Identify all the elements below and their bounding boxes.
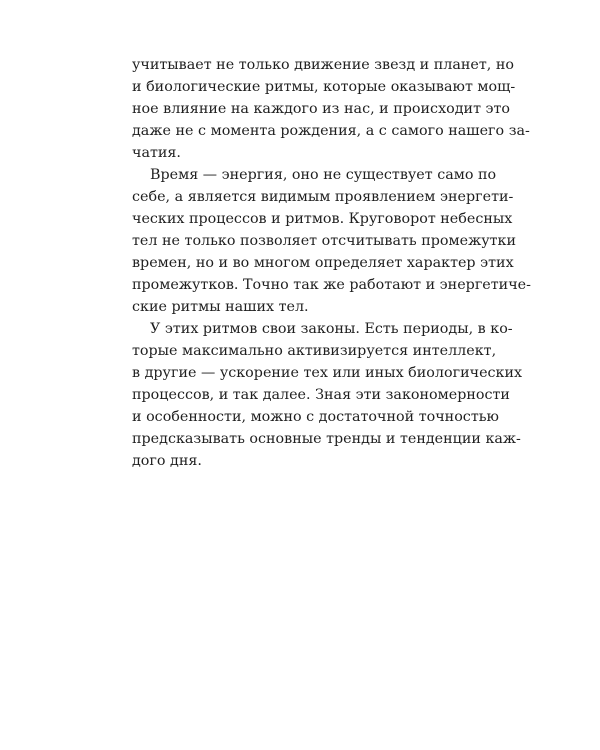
text-line: времен, но и во многом определяет характер этих bbox=[132, 255, 514, 271]
paragraph bbox=[132, 164, 531, 318]
paragraph bbox=[132, 318, 523, 472]
text-line: Время — энергия, оно не существует само по bbox=[150, 167, 497, 183]
text-line: даже не с момента рождения, а с самого нашего за- bbox=[132, 123, 530, 139]
text-line: и особенности, можно с достаточной точностью bbox=[132, 409, 499, 425]
paragraph bbox=[132, 54, 530, 164]
text-line: ские ритмы наших тел. bbox=[132, 299, 309, 315]
text-line: промежутков. Точно так же работают и энергетиче- bbox=[132, 277, 531, 293]
text-line: торые максимально активизируется интеллект, bbox=[132, 343, 497, 359]
text-line: и биологические ритмы, которые оказывают мощ- bbox=[132, 79, 516, 95]
text-line: себе, а является видимым проявлением энергети- bbox=[132, 189, 514, 205]
body-text bbox=[132, 54, 531, 472]
text-line: дого дня. bbox=[132, 453, 202, 469]
text-line: тел не только позволяет отсчитывать промежутки bbox=[132, 233, 517, 249]
text-line: чатия. bbox=[132, 145, 181, 161]
text-line: учитывает не только движение звезд и планет, но bbox=[132, 57, 515, 73]
text-line: У этих ритмов свои законы. Есть периоды, в ко- bbox=[150, 321, 513, 337]
text-line: ческих процессов и ритмов. Круговорот небесных bbox=[132, 211, 513, 227]
text-line: в другие — ускорение тех или иных биологических bbox=[132, 365, 523, 381]
text-line: предсказывать основные тренды и тенденции каж- bbox=[132, 431, 521, 447]
text-line: процессов, и так далее. Зная эти закономерности bbox=[132, 387, 510, 403]
text-line: ное влияние на каждого из нас, и происходит это bbox=[132, 101, 511, 117]
